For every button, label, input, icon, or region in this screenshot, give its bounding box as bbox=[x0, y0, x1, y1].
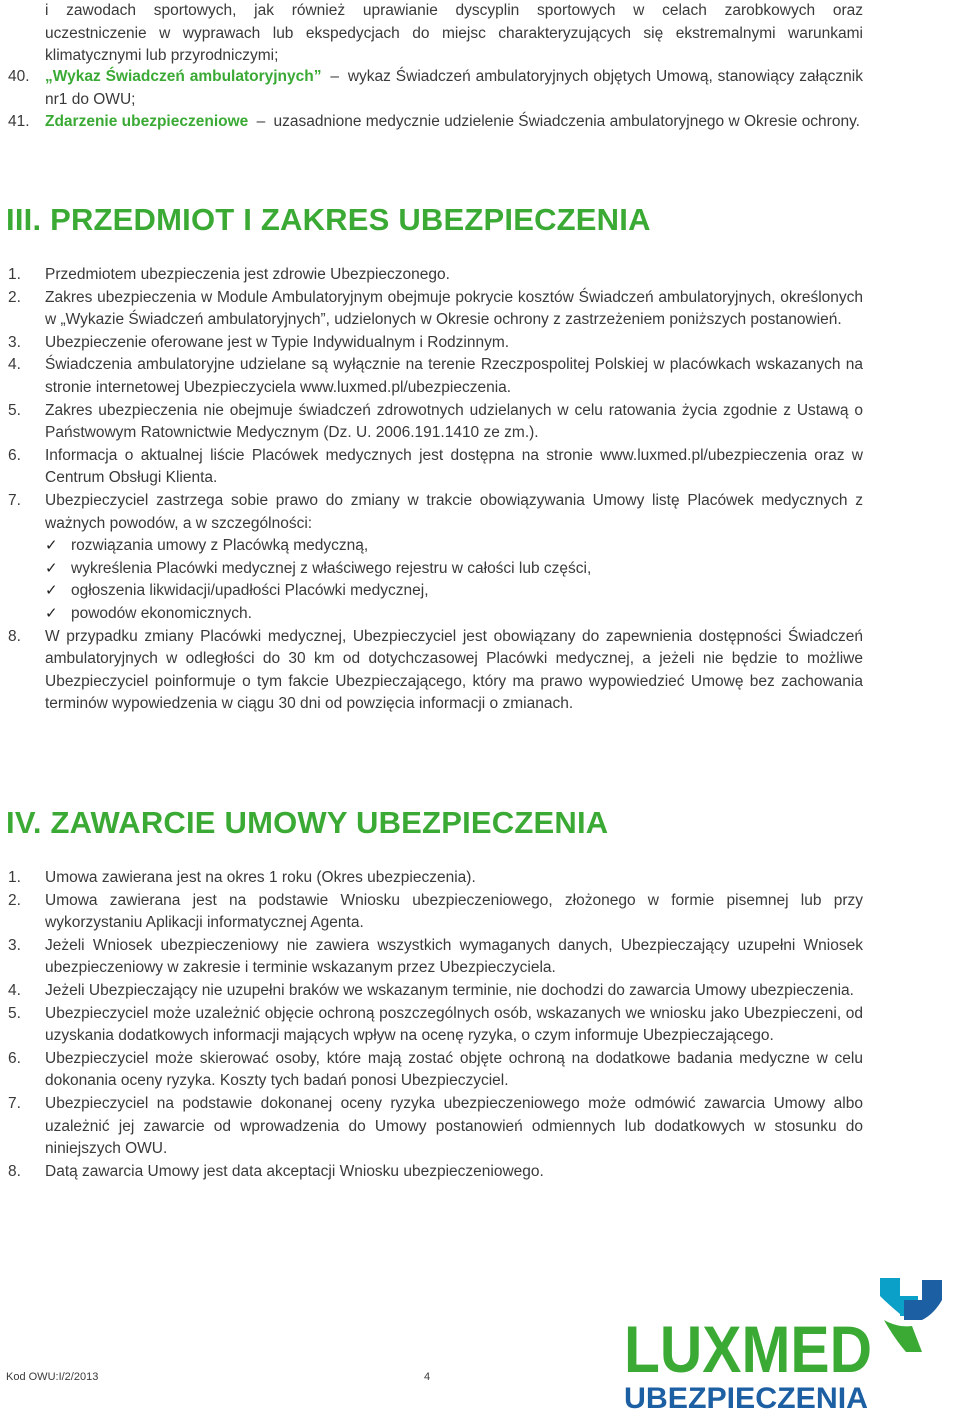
list-item bbox=[8, 1161, 863, 1184]
item-text: Świadczenia ambulatoryjne udzielane są wyłącznie na terenie Rzeczpospolitej Polskiej w placówkach wskazanych na stronie internetowej Ubezpieczyciela www.luxmed.pl/ubezpieczenia. bbox=[45, 356, 863, 396]
footer-document-code: Kod OWU:I/2/2013 bbox=[6, 1371, 99, 1383]
list-item bbox=[8, 354, 863, 399]
checklist-item bbox=[8, 603, 863, 626]
checkmark-icon: ✓ bbox=[45, 537, 58, 555]
list-item bbox=[8, 935, 863, 980]
item-text: Jeżeli Wniosek ubezpieczeniowy nie zawiera wszystkich wymaganych danych, Ubezpieczający uzupełni Wniosek ubezpieczeniowy w zakresie i terminie wskazanym przez Ubezpieczyciela. bbox=[45, 936, 863, 977]
item-text: Ubezpieczyciel na podstawie dokonanej oceny ryzyka ubezpieczeniowego może odmówić zawarcia Umowy albo uzależnić jej zawarcie od wprowadzenia do Umowy postanowień odmiennych lub dodatkowych w stosunku do niniejszych OWU. bbox=[45, 1094, 863, 1158]
checklist-item bbox=[8, 580, 863, 603]
item-text: Umowa zawierana jest na podstawie Wniosku ubezpieczeniowego, złożonego w formie pisemnej lub przy wykorzystaniu Aplikacji informatycznej Agenta. bbox=[45, 891, 863, 932]
logo-subtitle: UBEZPIECZENIA bbox=[624, 1382, 868, 1412]
definition-term: „Wykaz Świadczeń ambulatoryjnych” bbox=[45, 68, 322, 85]
list-item bbox=[8, 332, 863, 355]
list-item bbox=[8, 490, 863, 535]
item-number: 8. bbox=[8, 1162, 21, 1180]
item-number: 4. bbox=[8, 356, 21, 374]
checkmark-icon: ✓ bbox=[45, 604, 58, 622]
item-number: 4. bbox=[8, 981, 21, 999]
definition-dash: – bbox=[330, 68, 339, 85]
text-line: klimatycznymi lub przyrodniczymi; bbox=[45, 47, 279, 65]
item-text: Datą zawarcia Umowy jest data akceptacji Wniosku ubezpieczeniowego. bbox=[45, 1162, 544, 1180]
list-item bbox=[8, 264, 863, 287]
checklist-item bbox=[8, 535, 863, 558]
item-number: 7. bbox=[8, 1094, 21, 1112]
section-4-list bbox=[8, 867, 863, 1183]
text-line: uczestniczenie w wyprawach lub ekspedycjach do miejsc charakteryzujących się ekstremalnymi warunkami bbox=[45, 24, 863, 42]
item-number: 2. bbox=[8, 288, 21, 306]
section-3-list bbox=[8, 264, 863, 716]
item-number: 8. bbox=[8, 627, 21, 645]
definition-dash: – bbox=[256, 113, 266, 130]
checklist-text: powodów ekonomicznych. bbox=[71, 604, 252, 622]
list-item bbox=[8, 1048, 863, 1093]
definition-number: 40. bbox=[8, 68, 30, 85]
logo-mark-icon bbox=[880, 1278, 942, 1352]
list-item bbox=[8, 890, 863, 935]
text-line: i zawodach sportowych, jak również uprawianie dyscyplin sportowych w celach zarobkowych oraz bbox=[45, 2, 863, 19]
item-number: 1. bbox=[8, 266, 21, 283]
item-number: 5. bbox=[8, 401, 21, 419]
item-text: Przedmiotem ubezpieczenia jest zdrowie Ubezpieczonego. bbox=[45, 266, 450, 283]
item-text: Zakres ubezpieczenia nie obejmuje świadczeń zdrowotnych udzielanych w celu ratowania życia zgodnie z Ustawą o Państwowym Ratownictwie Medycznym (Dz. U. 2006.191.1410 ze zm.). bbox=[45, 401, 863, 442]
checkmark-icon: ✓ bbox=[45, 582, 58, 600]
item-number: 3. bbox=[8, 936, 21, 954]
item-number: 1. bbox=[8, 869, 21, 886]
definition-number: 41. bbox=[8, 113, 30, 130]
item-text: Ubezpieczyciel może uzależnić objęcie ochroną poszczególnych osób, wskazanych we wniosku jako Ubezpieczeni, od uzyskania dodatkowych informacji mających wpływ na ocenę ryzyka, o czym informuje Ubezpieczającego. bbox=[45, 1004, 863, 1045]
list-item bbox=[8, 980, 863, 1003]
item-number: 6. bbox=[8, 446, 21, 464]
item-number: 6. bbox=[8, 1049, 21, 1067]
luxmed-logo bbox=[622, 1274, 952, 1412]
definition-term: Zdarzenie ubezpieczeniowe bbox=[45, 113, 249, 130]
definition-text: wykaz Świadczeń ambulatoryjnych objętych Umową, stanowiący załącznik nr1 do OWU; bbox=[45, 68, 863, 108]
item-text: Jeżeli Ubezpieczający nie uzupełni braków we wskazanym terminie, nie dochodzi do zawarcia Umowy ubezpieczenia. bbox=[45, 981, 854, 999]
item-number: 3. bbox=[8, 333, 21, 351]
list-item bbox=[8, 287, 863, 332]
item-text: W przypadku zmiany Placówki medycznej, Ubezpieczyciel jest obowiązany do zapewnienia dostępności Świadczeń ambulatoryjnych w odległości do 30 km od dotychczasowej Placówki medycznej, a jeżeli nie będzie to możliwe Ubezpieczyciel poinformuje o tym fakcie Ubezpieczającego, który ma prawo wypowiedzieć Umowę bez zachowania terminów wypowiedzenia w ciągu 30 dni od powzięcia informacji o zmianach. bbox=[45, 627, 863, 713]
list-item bbox=[8, 1003, 863, 1048]
list-item bbox=[8, 626, 863, 716]
list-item bbox=[8, 445, 863, 490]
logo-wordmark: LUXMED bbox=[624, 1312, 872, 1386]
definition-39-continuation bbox=[45, 0, 863, 68]
item-text: Umowa zawierana jest na okres 1 roku (Okres ubezpieczenia). bbox=[45, 869, 476, 886]
item-number: 2. bbox=[8, 891, 21, 909]
item-text: Zakres ubezpieczenia w Module Ambulatoryjnym obejmuje pokrycie kosztów Świadczeń ambulatoryjnych, określonych w „Wykazie Świadczeń ambulatoryjnych”, udzielonych w Okresie ochrony z zastrzeżeniem poniższych postanowień. bbox=[45, 288, 863, 329]
checklist-text: rozwiązania umowy z Placówką medyczną, bbox=[71, 537, 369, 555]
checklist-text: ogłoszenia likwidacji/upadłości Placówki medycznej, bbox=[71, 582, 429, 600]
checklist-item bbox=[8, 558, 863, 581]
definition-text: uzasadnione medycznie udzielenie Świadczenia ambulatoryjnego w Okresie ochrony. bbox=[273, 113, 860, 130]
section-4-heading: IV. ZAWARCIE UMOWY UBEZPIECZENIA bbox=[6, 805, 609, 840]
item-text: Ubezpieczyciel może skierować osoby, które mają zostać objęte ochroną na dodatkowe badania medyczne w celu dokonania oceny ryzyka. Koszty tych badań ponosi Ubezpieczyciel. bbox=[45, 1049, 863, 1090]
list-item bbox=[8, 400, 863, 445]
section-3-heading: III. PRZEDMIOT I ZAKRES UBEZPIECZENIA bbox=[6, 202, 651, 237]
item-text: Ubezpieczyciel zastrzega sobie prawo do zmiany w trakcie obowiązywania Umowy listę Placówek medycznych z ważnych powodów, a w szczególności: bbox=[45, 491, 863, 532]
list-item bbox=[8, 867, 863, 890]
footer-page-number: 4 bbox=[424, 1371, 431, 1383]
item-number: 7. bbox=[8, 491, 21, 509]
checkmark-icon: ✓ bbox=[45, 559, 58, 577]
definition-40 bbox=[8, 66, 863, 111]
checklist-text: wykreślenia Placówki medycznej z właściwego rejestru w całości lub części, bbox=[71, 559, 592, 577]
item-number: 5. bbox=[8, 1004, 21, 1022]
definition-41 bbox=[8, 111, 863, 134]
item-text: Ubezpieczenie oferowane jest w Typie Indywidualnym i Rodzinnym. bbox=[45, 333, 510, 351]
list-item bbox=[8, 1093, 863, 1161]
item-text: Informacja o aktualnej liście Placówek medycznych jest dostępna na stronie www.luxmed.pl/ubezpieczenia oraz w Centrum Obsługi Klienta. bbox=[45, 446, 863, 487]
